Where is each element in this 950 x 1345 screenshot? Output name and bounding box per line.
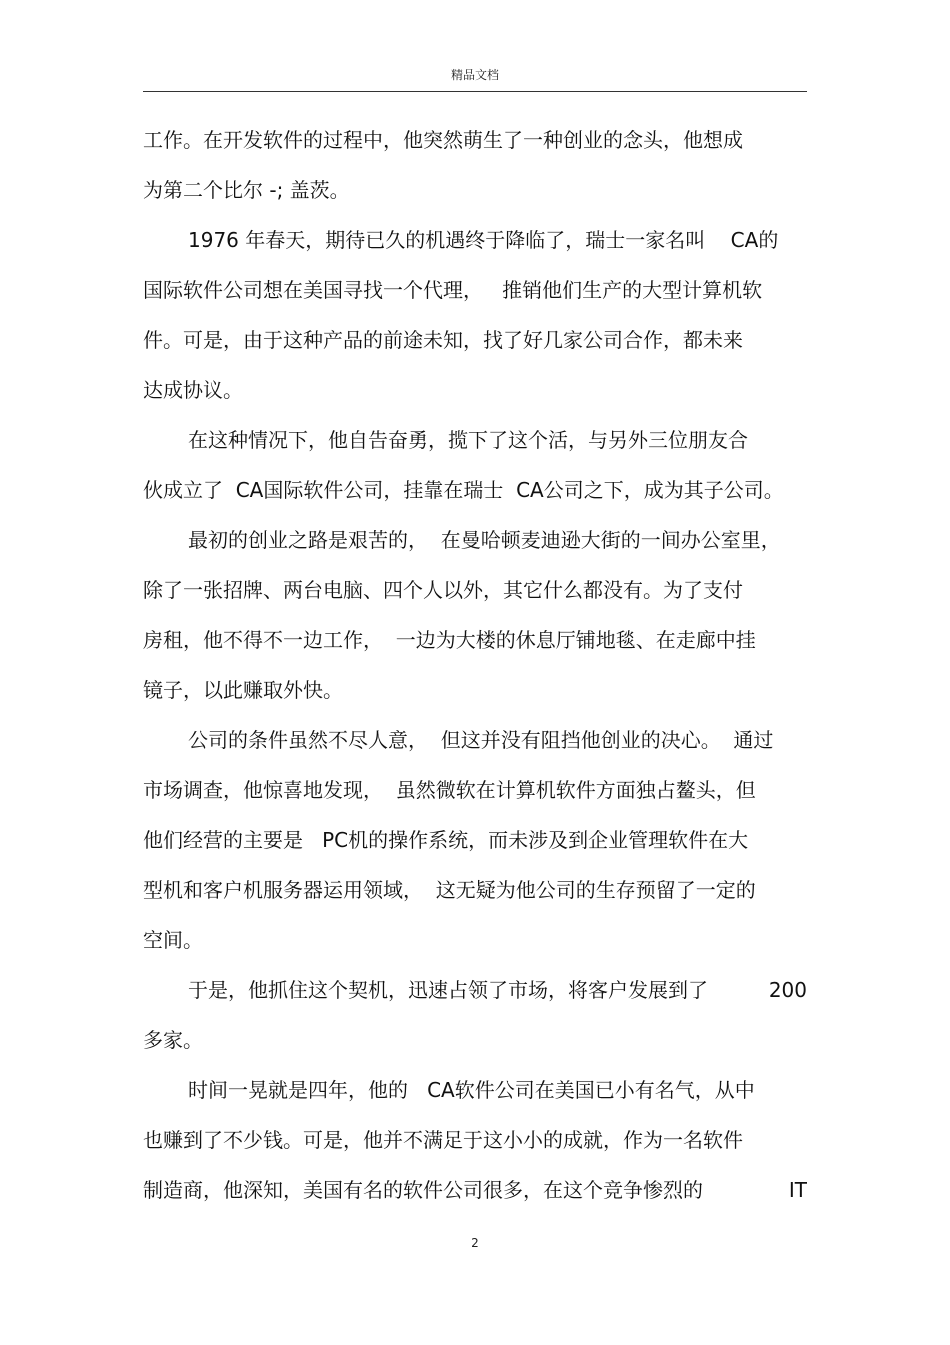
header-rule xyxy=(143,91,807,92)
text-line: 1976 年春天，期待已久的机遇终于降临了，瑞士一家名叫 CA的 xyxy=(188,228,779,252)
text-line: 空间。 xyxy=(143,928,203,952)
text-line-main: 于是，他抓住这个契机，迅速占领了市场，将客户发展到了 xyxy=(188,978,708,1002)
text-line: 工作。在开发软件的过程中，他突然萌生了一种创业的念头，他想成 xyxy=(143,128,743,152)
text-line xyxy=(143,1175,807,1205)
text-line: 市场调查，他惊喜地发现， 虽然微软在计算机软件方面独占鳌头，但 xyxy=(143,778,756,802)
text-line: 在这种情况下，他自告奋勇，揽下了这个活，与另外三位朋友合 xyxy=(188,428,748,452)
text-line: 时间一晃就是四年，他的 CA软件公司在美国已小有名气，从中 xyxy=(188,1078,755,1102)
text-line: 镜子，以此赚取外快。 xyxy=(143,678,343,702)
text-line xyxy=(188,975,807,1005)
text-line: 他们经营的主要是 PC机的操作系统，而未涉及到企业管理软件在大 xyxy=(143,828,749,852)
text-line: 多家。 xyxy=(143,1028,203,1052)
text-line: 最初的创业之路是艰苦的， 在曼哈顿麦迪逊大街的一间办公室里， xyxy=(188,528,781,552)
page-number: 2 xyxy=(471,1236,479,1250)
text-line: 达成协议。 xyxy=(143,378,243,402)
text-line-tail: IT xyxy=(788,1178,807,1202)
page-header: 精品文档 xyxy=(450,68,499,82)
text-line: 国际软件公司想在美国寻找一个代理， 推销他们生产的大型计算机软 xyxy=(143,278,763,302)
text-line: 伙成立了 CA国际软件公司，挂靠在瑞士 CA公司之下，成为其子公司。 xyxy=(143,478,784,502)
text-line: 房租，他不得不一边工作， 一边为大楼的休息厅铺地毯、在走廊中挂 xyxy=(143,628,756,652)
text-line: 型机和客户机服务器运用领域， 这无疑为他公司的生存预留了一定的 xyxy=(143,878,756,902)
text-line-main: 制造商，他深知，美国有名的软件公司很多，在这个竞争惨烈的 xyxy=(143,1178,703,1202)
text-line: 也赚到了不少钱。可是，他并不满足于这小小的成就，作为一名软件 xyxy=(143,1128,743,1152)
text-line: 件。可是，由于这种产品的前途未知，找了好几家公司合作，都未来 xyxy=(143,328,743,352)
text-line-tail: 200 xyxy=(768,978,807,1002)
text-line: 为第二个比尔 -; 盖茨。 xyxy=(143,178,350,202)
text-line: 除了一张招牌、两台电脑、四个人以外，其它什么都没有。为了支付 xyxy=(143,578,743,602)
text-line: 公司的条件虽然不尽人意， 但这并没有阻挡他创业的决心。 通过 xyxy=(188,728,774,752)
